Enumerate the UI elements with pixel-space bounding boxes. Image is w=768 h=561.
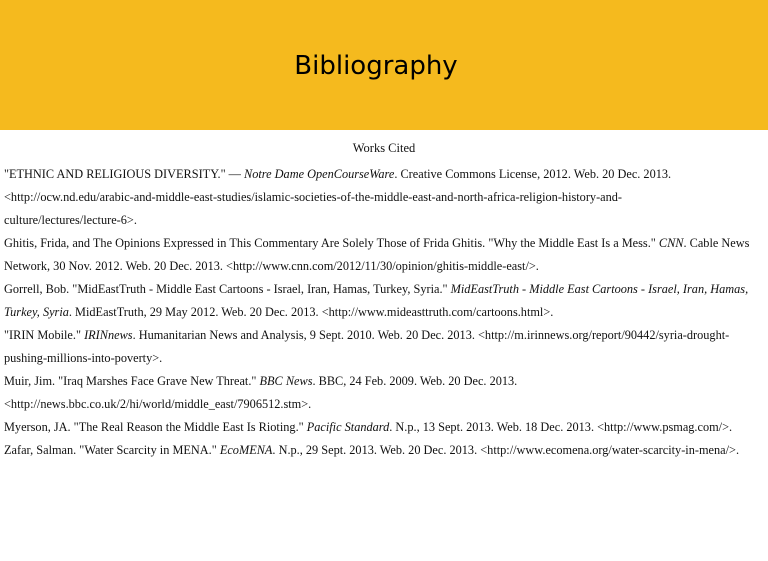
entry-text: pushing-millions-into-poverty>. (4, 351, 163, 365)
entry-source-title: Turkey, Syria (4, 305, 69, 319)
entry-text: . Humanitarian News and Analysis, 9 Sept. 2010. Web. 20 Dec. 2013. <http://m.irinnews.org/report/90442/syria-drought- (132, 328, 730, 342)
entry-text: . N.p., 29 Sept. 2013. Web. 20 Dec. 2013. <http://www.ecomena.org/water-scarcity-in-mena/>. (272, 443, 740, 457)
entry-line (4, 209, 766, 232)
entry-text: . MidEastTruth, 29 May 2012. Web. 20 Dec. 2013. <http://www.mideasttruth.com/cartoons.html>. (68, 305, 554, 319)
entry-text: Gorrell, Bob. "MidEastTruth - Middle East Cartoons - Israel, Iran, Hamas, Turkey, Syria." (4, 282, 451, 296)
entry-text: <http://news.bbc.co.uk/2/hi/world/middle_east/7906512.stm>. (4, 397, 312, 411)
bibliography-entry (4, 324, 766, 370)
entry-text: . N.p., 13 Sept. 2013. Web. 18 Dec. 2013. <http://www.psmag.com/>. (389, 420, 733, 434)
entry-text: <http://ocw.nd.edu/arabic-and-middle-east-studies/islamic-societies-of-the-middle-east-and-north-africa-religion-history-and- (4, 190, 623, 204)
entry-source-title: CNN (658, 236, 684, 250)
entry-line (4, 416, 766, 439)
entry-text: . Creative Commons License, 2012. Web. 20 Dec. 2013. (394, 167, 672, 181)
slide-title: Bibliography (294, 51, 458, 81)
bibliography-list (4, 163, 766, 462)
entry-source-title: Pacific Standard (306, 420, 390, 434)
entry-line (4, 301, 766, 324)
entry-source-title: Notre Dame OpenCourseWare (244, 167, 395, 181)
entry-source-title: MidEastTruth - Middle East Cartoons - Israel, Iran, Hamas, (450, 282, 749, 296)
entry-text: "IRIN Mobile." (4, 328, 85, 342)
bibliography-entry (4, 416, 766, 439)
entry-line (4, 393, 766, 416)
entry-line (4, 439, 766, 462)
entry-line (4, 255, 766, 278)
entry-line (4, 324, 766, 347)
entry-text: Myerson, JA. "The Real Reason the Middle East Is Rioting." (4, 420, 307, 434)
entry-line (4, 278, 766, 301)
entry-text: "ETHNIC AND RELIGIOUS DIVERSITY." — (4, 167, 245, 181)
entry-text: . Cable News (683, 236, 750, 250)
entry-line (4, 186, 766, 209)
entry-text: Zafar, Salman. "Water Scarcity in MENA." (4, 443, 220, 457)
entry-source-title: BBC News (259, 374, 313, 388)
bibliography-entry (4, 370, 766, 416)
bibliography-entry (4, 439, 766, 462)
entry-source-title: EcoMENA (219, 443, 273, 457)
entry-line (4, 347, 766, 370)
entry-line (4, 163, 766, 186)
bibliography-entry (4, 163, 766, 232)
works-cited-heading: Works Cited (352, 141, 416, 155)
entry-line (4, 232, 766, 255)
entry-line (4, 370, 766, 393)
entry-text: Network, 30 Nov. 2012. Web. 20 Dec. 2013. <http://www.cnn.com/2012/11/30/opinion/ghitis-middle-east/>. (4, 259, 539, 273)
entry-source-title: IRINnews (84, 328, 133, 342)
entry-text: Ghitis, Frida, and The Opinions Expressed in This Commentary Are Solely Those of Frida Ghitis. "Why the Middle East Is a Mess." (4, 236, 659, 250)
entry-text: culture/lectures/lecture-6>. (4, 213, 137, 227)
entry-text: . BBC, 24 Feb. 2009. Web. 20 Dec. 2013. (312, 374, 518, 388)
bibliography-entry (4, 232, 766, 278)
entry-text: Muir, Jim. "Iraq Marshes Face Grave New Threat." (4, 374, 260, 388)
bibliography-entry (4, 278, 766, 324)
title-banner (0, 0, 768, 130)
